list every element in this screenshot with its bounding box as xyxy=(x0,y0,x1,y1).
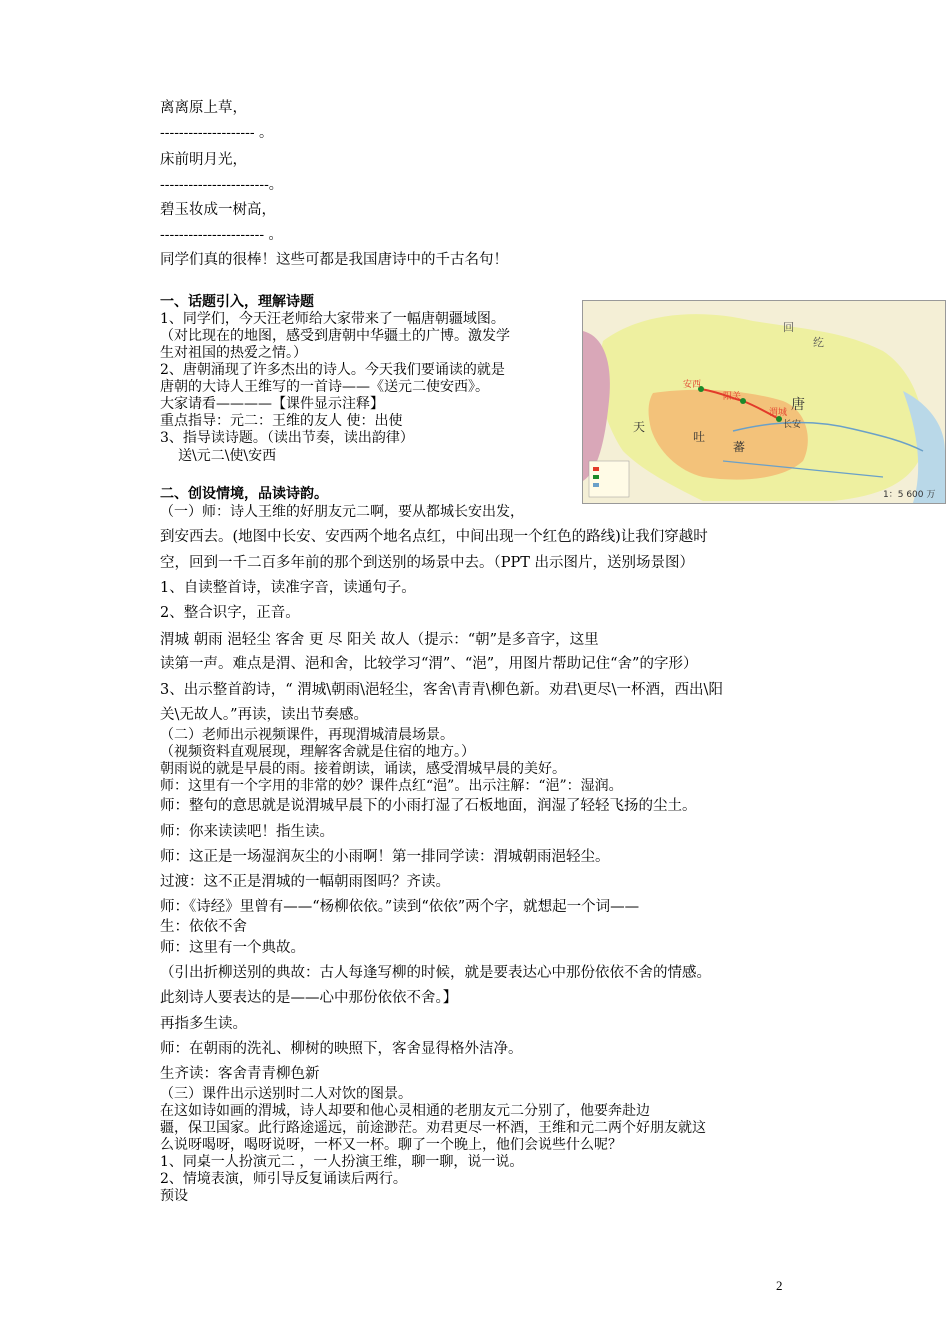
paragraph: 重点指导：元二：王维的友人 使：出使 xyxy=(160,413,403,429)
paragraph: 生对祖国的热爱之情。） xyxy=(160,345,307,361)
paragraph: 师：你来读读吧！指生读。 xyxy=(160,824,334,840)
map-label-changan: 长安 xyxy=(783,420,802,430)
paragraph: 1、同学们，今天汪老师给大家带来了一幅唐朝疆域图。 xyxy=(160,311,505,327)
map-label-yangguan: 阳关 xyxy=(723,392,742,402)
paragraph: 空，回到一千二百多年前的那个到送别的场景中去。（PPT 出示图片，送别场景图） xyxy=(160,555,695,571)
paragraph: 生齐读：客舍青青柳色新 xyxy=(160,1066,320,1082)
paragraph: 大家请看————【课件显示注释】 xyxy=(160,396,384,412)
paragraph: 2、唐朝涌现了许多杰出的诗人。今天我们要诵读的就是 xyxy=(160,362,505,378)
paragraph: 师：整句的意思就是说渭城早晨下的小雨打湿了石板地面，润湿了轻轻飞扬的尘土。 xyxy=(160,798,697,814)
legend-swatch xyxy=(593,467,599,471)
paragraph: 过渡：这不正是渭城的一幅朝雨图吗？齐读。 xyxy=(160,874,450,890)
map-label-fan: 蕃 xyxy=(733,440,746,454)
paragraph: 师：在朝雨的洗礼、柳树的映照下，客舍显得格外洁净。 xyxy=(160,1041,523,1057)
section-heading: 一、话题引入，理解诗题 xyxy=(160,294,314,310)
blank-line: -------------------- 。 xyxy=(160,125,274,141)
map-label-he: 纥 xyxy=(813,336,824,349)
paragraph: 3、出示整首韵诗，“ 渭城\朝雨\浥轻尘，客舍\青青\柳色新。劝君\更尽\一杯酒，西出\阳 xyxy=(160,682,723,698)
paragraph: 唐朝的大诗人王维写的一首诗——《送元二使安西》。 xyxy=(160,379,489,395)
map-label-anxi: 安西 xyxy=(683,380,702,390)
paragraph: 再指多生读。 xyxy=(160,1016,247,1032)
page-number: 2 xyxy=(776,1278,783,1293)
paragraph: （三）课件出示送别时二人对饮的图景。 xyxy=(160,1086,412,1102)
paragraph: 师：《诗经》里曾有——“杨柳依依。”读到“依依”两个字，就想起一个词—— xyxy=(160,899,640,915)
paragraph: 读第一声。难点是渭、浥和舍，比较学习“渭”、“浥”，用图片帮助记住“舍”的字形） xyxy=(160,656,698,672)
paragraph: 此刻诗人要表达的是——心中那份依依不舍。】 xyxy=(160,990,458,1006)
paragraph: （视频资料直观展现，理解客舍就是住宿的地方。） xyxy=(160,744,475,760)
paragraph: 渭城 朝雨 浥轻尘 客舍 更 尽 阳关 故人（提示：“朝”是多音字，这里 xyxy=(160,632,599,648)
poem-line: 床前明月光， xyxy=(160,152,247,168)
paragraph: 同学们真的很棒！这些可都是我国唐诗中的千古名句！ xyxy=(160,252,508,268)
paragraph: 1、同桌一人扮演元二 ，一人扮演王维，聊一聊，说一说。 xyxy=(160,1154,524,1170)
paragraph: （二）老师出示视频课件，再现渭城清晨场景。 xyxy=(160,727,454,743)
map-scale: 1：5 600 万 xyxy=(883,490,936,500)
paragraph: 1、自读整首诗，读准字音，读通句子。 xyxy=(160,580,416,596)
map-label-tu: 吐 xyxy=(693,430,706,444)
paragraph: 2、情境表演，师引导反复诵读后两行。 xyxy=(160,1171,407,1187)
tang-dynasty-map xyxy=(582,300,946,504)
map-label-weicheng: 渭城 xyxy=(769,408,788,418)
paragraph: 朝雨说的就是早晨的雨。接着朗读，诵读，感受渭城早晨的美好。 xyxy=(160,761,566,777)
paragraph: 预设 xyxy=(160,1188,188,1204)
paragraph: 在这如诗如画的渭城，诗人却要和他心灵相通的老朋友元二分别了，他要奔赴边 xyxy=(160,1103,650,1119)
map-label-hui: 回 xyxy=(783,321,794,334)
paragraph: （引出折柳送别的典故：古人每逢写柳的时候，就是要表达心中那份依依不舍的情感。 xyxy=(160,965,711,981)
paragraph: 生：依依不舍 xyxy=(160,919,247,935)
map-label-tian: 天 xyxy=(633,420,646,434)
paragraph: 师：这里有一个典故。 xyxy=(160,940,305,956)
poem-line: 碧玉妆成一树高， xyxy=(160,202,276,218)
map-label-tang: 唐 xyxy=(791,397,805,413)
blank-line: -----------------------。 xyxy=(160,177,283,193)
paragraph: 3、指导读诗题。（读出节奏，读出韵律） xyxy=(160,430,414,446)
paragraph: 到安西去。(地图中长安、安西两个地名点红，中间出现一个红色的路线)让我们穿越时 xyxy=(160,529,708,545)
paragraph: 疆，保卫国家。此行路途遥远，前途渺茫。劝君更尽一杯酒，王维和元二两个好朋友就这 xyxy=(160,1120,706,1136)
paragraph: 师：这正是一场湿润灰尘的小雨啊！第一排同学读：渭城朝雨浥轻尘。 xyxy=(160,849,610,865)
paragraph: 师：这里有一个字用的非常的妙？课件点红“浥”。出示注解：“浥”：湿润。 xyxy=(160,778,623,794)
section-heading: 二、创设情境，品读诗韵。 xyxy=(160,486,328,502)
paragraph: 么说呀喝呀，喝呀说呀，一杯又一杯。聊了一个晚上，他们会说些什么呢？ xyxy=(160,1137,622,1153)
paragraph: 关\无故人。”再读，读出节奏感。 xyxy=(160,707,369,723)
legend-swatch xyxy=(593,483,599,487)
blank-line: ---------------------- 。 xyxy=(160,227,283,243)
poem-title-rhythm: 送\元二\使\安西 xyxy=(178,448,277,464)
paragraph: （一）师：诗人王维的好朋友元二啊，要从都城长安出发， xyxy=(160,504,524,520)
paragraph: 2、整合识字，正音。 xyxy=(160,605,300,621)
paragraph: （对比现在的地图，感受到唐朝中华疆土的广博。激发学 xyxy=(160,328,510,344)
legend-swatch xyxy=(593,475,599,479)
poem-line: 离离原上草， xyxy=(160,100,247,116)
